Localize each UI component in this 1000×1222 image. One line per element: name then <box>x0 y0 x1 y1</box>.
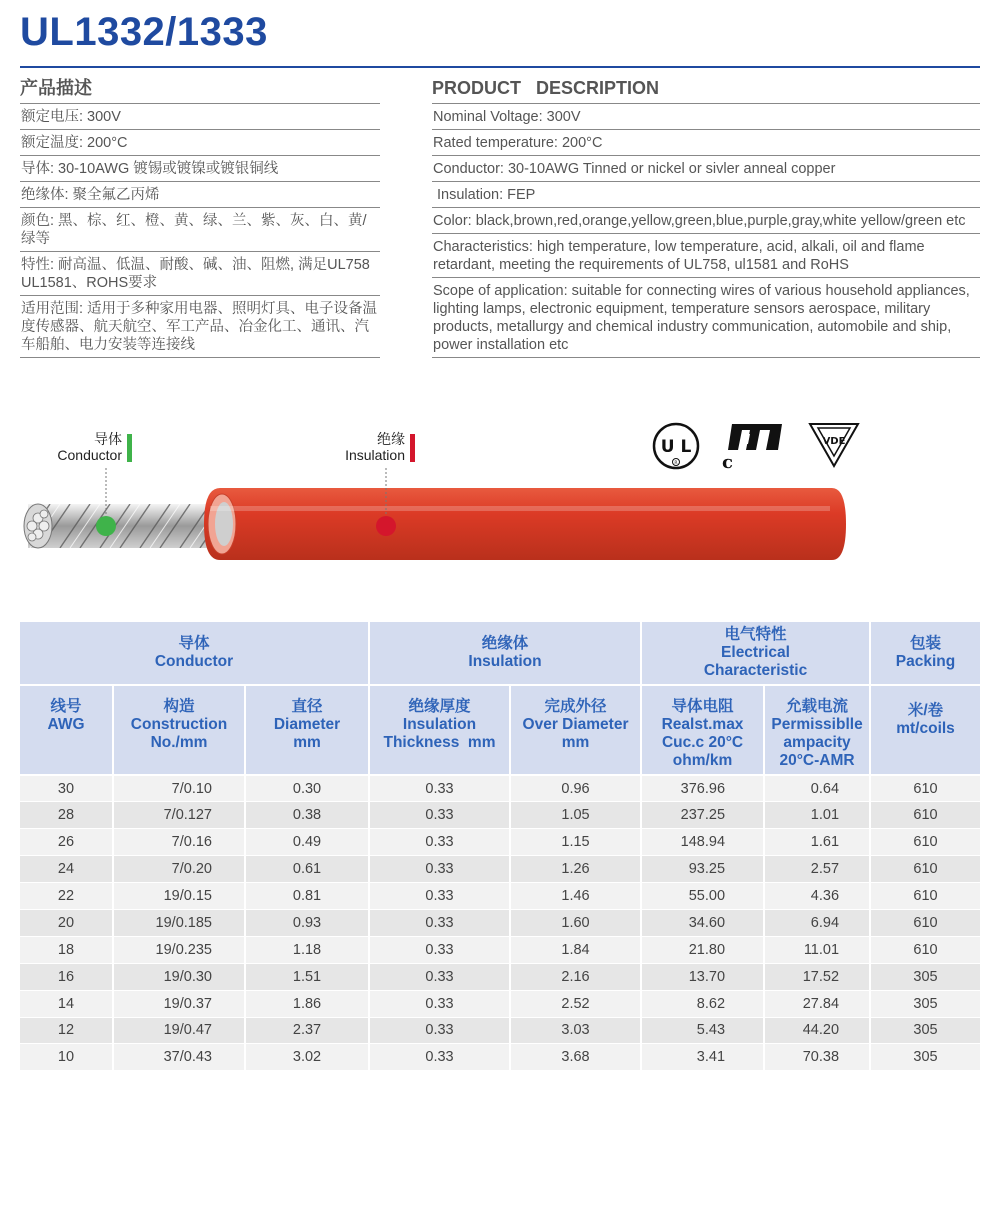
cell-resistance: 21.80 <box>641 936 764 963</box>
col-diameter-en1: Diameter <box>273 716 341 733</box>
cell-over-diameter: 3.68 <box>510 1044 641 1071</box>
insulation-marker-dot <box>376 516 396 536</box>
description-cn-row: 额定温度: 200°C <box>20 130 380 156</box>
cell-awg: 24 <box>20 856 113 883</box>
cell-packing: 305 <box>870 1017 980 1044</box>
cell-packing: 610 <box>870 883 980 910</box>
cell-ampacity: 27.84 <box>764 990 870 1017</box>
cell-resistance: 34.60 <box>641 909 764 936</box>
group-insulation-cn: 绝缘体 <box>481 635 529 652</box>
description-en-row: Insulation: FEP <box>432 182 980 208</box>
cru-canada-mark: c <box>722 452 733 470</box>
page-title: UL1332/1333 <box>20 10 268 54</box>
col-construction <box>113 685 245 775</box>
cell-diameter: 2.37 <box>245 1017 369 1044</box>
cell-diameter: 0.61 <box>245 856 369 883</box>
table-row <box>20 990 980 1017</box>
col-insulation-thickness-en1: Insulation <box>402 716 477 733</box>
col-resistance-en2: Cuc.c 20°C <box>661 734 744 751</box>
cell-insulation-thickness: 0.33 <box>369 775 510 802</box>
cell-over-diameter: 2.52 <box>510 990 641 1017</box>
group-conductor-cn: 导体 <box>178 635 210 652</box>
cell-over-diameter: 3.03 <box>510 1017 641 1044</box>
cell-packing: 610 <box>870 936 980 963</box>
col-diameter-cn: 直径 <box>291 698 323 715</box>
cell-construction: 7/0.16 <box>113 829 245 856</box>
col-over-diameter-cn: 完成外径 <box>544 698 607 715</box>
cell-ampacity: 0.64 <box>764 775 870 802</box>
spec-table <box>20 622 980 1071</box>
description-cn-row: 导体: 30-10AWG 镀锡或镀镍或镀银铜线 <box>20 156 380 182</box>
cell-over-diameter: 1.60 <box>510 909 641 936</box>
cell-ampacity: 44.20 <box>764 1017 870 1044</box>
group-electrical-cn: 电气特性 <box>724 626 787 643</box>
col-construction-cn: 构造 <box>163 698 195 715</box>
cell-resistance: 5.43 <box>641 1017 764 1044</box>
cell-ampacity: 1.61 <box>764 829 870 856</box>
cell-insulation-thickness: 0.33 <box>369 1017 510 1044</box>
cell-insulation-thickness: 0.33 <box>369 829 510 856</box>
col-resistance-en3: ohm/km <box>672 752 733 769</box>
description-en-row: Conductor: 30-10AWG Tinned or nickel or sivler anneal copper <box>432 156 980 182</box>
table-row <box>20 883 980 910</box>
col-construction-en2: No./mm <box>150 734 208 751</box>
table-column-header <box>20 685 980 775</box>
cell-resistance: 3.41 <box>641 1044 764 1071</box>
conductor-label-bar <box>127 434 132 462</box>
cell-awg: 22 <box>20 883 113 910</box>
conductor-label <box>30 431 122 463</box>
description-en-row: Rated temperature: 200°C <box>432 130 980 156</box>
cell-awg: 30 <box>20 775 113 802</box>
cell-diameter: 0.30 <box>245 775 369 802</box>
col-diameter <box>245 685 369 775</box>
cell-resistance: 55.00 <box>641 883 764 910</box>
cell-packing: 610 <box>870 829 980 856</box>
description-cn-row: 额定电压: 300V <box>20 104 380 130</box>
col-awg-cn: 线号 <box>50 698 82 715</box>
col-over-diameter-en2: mm <box>561 734 590 751</box>
cell-construction: 7/0.127 <box>113 802 245 829</box>
description-en <box>432 76 980 358</box>
table-row <box>20 775 980 802</box>
cell-over-diameter: 1.15 <box>510 829 641 856</box>
cell-packing: 610 <box>870 802 980 829</box>
insulation-label-bar <box>410 434 415 462</box>
cell-over-diameter: 2.16 <box>510 963 641 990</box>
cell-awg: 26 <box>20 829 113 856</box>
insulation-label-en: Insulation <box>345 447 405 463</box>
cell-construction: 19/0.235 <box>113 936 245 963</box>
cell-diameter: 0.38 <box>245 802 369 829</box>
cell-ampacity: 70.38 <box>764 1044 870 1071</box>
cell-insulation-thickness: 0.33 <box>369 963 510 990</box>
cell-construction: 7/0.20 <box>113 856 245 883</box>
cell-resistance: 13.70 <box>641 963 764 990</box>
cell-diameter: 1.51 <box>245 963 369 990</box>
table-group-header <box>20 622 980 685</box>
cell-resistance: 93.25 <box>641 856 764 883</box>
cell-construction: 19/0.37 <box>113 990 245 1017</box>
cell-packing: 305 <box>870 1044 980 1071</box>
col-packing-cn: 米/卷 <box>907 702 944 719</box>
wire-diagram <box>0 410 1000 580</box>
ul-registered-mark: R <box>674 461 678 466</box>
cell-over-diameter: 1.46 <box>510 883 641 910</box>
cell-construction: 19/0.30 <box>113 963 245 990</box>
description-en-row: Characteristics: high temperature, low temperature, acid, alkali, oil and flame retardant, meeting the requirements of UL758, ul1581 and RoHS <box>432 234 980 278</box>
group-insulation <box>369 622 641 685</box>
table-row <box>20 856 980 883</box>
cell-over-diameter: 0.96 <box>510 775 641 802</box>
group-packing <box>870 622 980 685</box>
title-divider <box>20 66 980 68</box>
table-row <box>20 909 980 936</box>
col-over-diameter <box>510 685 641 775</box>
cell-awg: 12 <box>20 1017 113 1044</box>
cell-construction: 7/0.10 <box>113 775 245 802</box>
vde-icon <box>806 420 862 470</box>
cell-construction: 37/0.43 <box>113 1044 245 1071</box>
insulation-label <box>300 431 405 463</box>
description-cn-row: 颜色: 黑、棕、红、橙、黄、绿、兰、紫、灰、白、黄/绿等 <box>20 208 380 252</box>
col-over-diameter-en1: Over Diameter <box>522 716 629 733</box>
group-electrical-en2: Characteristic <box>703 662 808 679</box>
cell-packing: 610 <box>870 909 980 936</box>
cell-awg: 10 <box>20 1044 113 1071</box>
cell-ampacity: 1.01 <box>764 802 870 829</box>
description-cn-row: 特性: 耐高温、低温、耐酸、碱、油、阻燃, 满足UL758 UL1581、ROHS要求 <box>20 252 380 296</box>
col-construction-en1: Construction <box>130 716 228 733</box>
cell-resistance: 148.94 <box>641 829 764 856</box>
conductor-label-en: Conductor <box>57 447 122 463</box>
conductor-label-cn: 导体 <box>94 431 122 447</box>
cell-over-diameter: 1.05 <box>510 802 641 829</box>
col-awg <box>20 685 113 775</box>
cell-packing: 610 <box>870 775 980 802</box>
description-cn-row: 适用范围: 适用于多种家用电器、照明灯具、电子设备温度传感器、航天航空、军工产品、冶金化工、通讯、汽车船舶、电力安装等连接线 <box>20 296 380 358</box>
cell-awg: 18 <box>20 936 113 963</box>
cell-construction: 19/0.15 <box>113 883 245 910</box>
description-cn-row: 绝缘体: 聚全氟乙丙烯 <box>20 182 380 208</box>
cell-insulation-thickness: 0.33 <box>369 990 510 1017</box>
col-ampacity-en3: 20°C-AMR <box>779 752 855 769</box>
cell-ampacity: 2.57 <box>764 856 870 883</box>
description-cn <box>20 76 380 358</box>
cell-construction: 19/0.47 <box>113 1017 245 1044</box>
table-row <box>20 829 980 856</box>
cell-ampacity: 11.01 <box>764 936 870 963</box>
description-en-row: Nominal Voltage: 300V <box>432 104 980 130</box>
cell-diameter: 1.18 <box>245 936 369 963</box>
cell-packing: 305 <box>870 963 980 990</box>
group-insulation-en: Insulation <box>468 653 542 670</box>
ul-listed-icon <box>652 422 700 470</box>
cell-diameter: 0.93 <box>245 909 369 936</box>
group-packing-en: Packing <box>895 653 956 670</box>
col-insulation-thickness-cn: 绝缘厚度 <box>408 698 471 715</box>
conductor-marker-dot <box>96 516 116 536</box>
col-ampacity-en1: Permissiblle <box>771 716 863 733</box>
cell-awg: 16 <box>20 963 113 990</box>
group-packing-cn: 包装 <box>910 635 942 652</box>
col-insulation-thickness-en2: Thickness mm <box>383 734 496 751</box>
table-row <box>20 1044 980 1071</box>
col-diameter-en2: mm <box>293 734 321 751</box>
col-ampacity <box>764 685 870 775</box>
cell-construction: 19/0.185 <box>113 909 245 936</box>
table-row <box>20 802 980 829</box>
vde-text: VDE <box>822 436 846 447</box>
cell-over-diameter: 1.26 <box>510 856 641 883</box>
col-ampacity-cn: 允载电流 <box>786 698 849 715</box>
col-awg-en: AWG <box>47 716 85 733</box>
cell-ampacity: 4.36 <box>764 883 870 910</box>
col-resistance-cn: 导体电阻 <box>671 698 734 715</box>
ul-listed-text: U L <box>660 437 692 457</box>
cell-awg: 14 <box>20 990 113 1017</box>
insulation-jacket <box>204 488 846 560</box>
cell-insulation-thickness: 0.33 <box>369 856 510 883</box>
cell-insulation-thickness: 0.33 <box>369 802 510 829</box>
cell-over-diameter: 1.84 <box>510 936 641 963</box>
table-row <box>20 936 980 963</box>
cell-resistance: 8.62 <box>641 990 764 1017</box>
group-conductor <box>20 622 369 685</box>
cell-diameter: 0.81 <box>245 883 369 910</box>
col-resistance <box>641 685 764 775</box>
cell-insulation-thickness: 0.33 <box>369 936 510 963</box>
cru-recognized-icon <box>720 420 788 470</box>
description-cn-heading: 产品描述 <box>20 76 380 104</box>
description-en-row: Color: black,brown,red,orange,yellow,green,blue,purple,gray,white yellow/green etc <box>432 208 980 234</box>
table-row <box>20 963 980 990</box>
col-insulation-thickness <box>369 685 510 775</box>
description-en-heading: PRODUCT DESCRIPTION <box>432 76 980 104</box>
cell-packing: 305 <box>870 990 980 1017</box>
group-conductor-en: Conductor <box>154 653 234 670</box>
cell-diameter: 0.49 <box>245 829 369 856</box>
group-electrical-en1: Electrical <box>721 644 790 661</box>
cell-insulation-thickness: 0.33 <box>369 1044 510 1071</box>
cell-resistance: 237.25 <box>641 802 764 829</box>
cell-diameter: 3.02 <box>245 1044 369 1071</box>
col-ampacity-en2: ampacity <box>783 734 851 751</box>
col-resistance-en1: Realst.max <box>661 716 744 733</box>
cell-insulation-thickness: 0.33 <box>369 909 510 936</box>
group-electrical <box>641 622 870 685</box>
table-row <box>20 1017 980 1044</box>
cell-awg: 20 <box>20 909 113 936</box>
cell-ampacity: 6.94 <box>764 909 870 936</box>
insulation-label-cn: 绝缘 <box>377 431 405 447</box>
cell-packing: 610 <box>870 856 980 883</box>
cell-ampacity: 17.52 <box>764 963 870 990</box>
cell-resistance: 376.96 <box>641 775 764 802</box>
cell-awg: 28 <box>20 802 113 829</box>
cell-insulation-thickness: 0.33 <box>369 883 510 910</box>
col-packing <box>870 685 980 775</box>
description-en-row: Scope of application: suitable for connecting wires of various household appliances, lighting lamps, electronic equipment, temperature sensors aerospace, military products, metallurgy and chemical industry communication, automobile and ship, power installation etc <box>432 278 980 358</box>
col-packing-en: mt/coils <box>896 720 955 737</box>
cell-diameter: 1.86 <box>245 990 369 1017</box>
